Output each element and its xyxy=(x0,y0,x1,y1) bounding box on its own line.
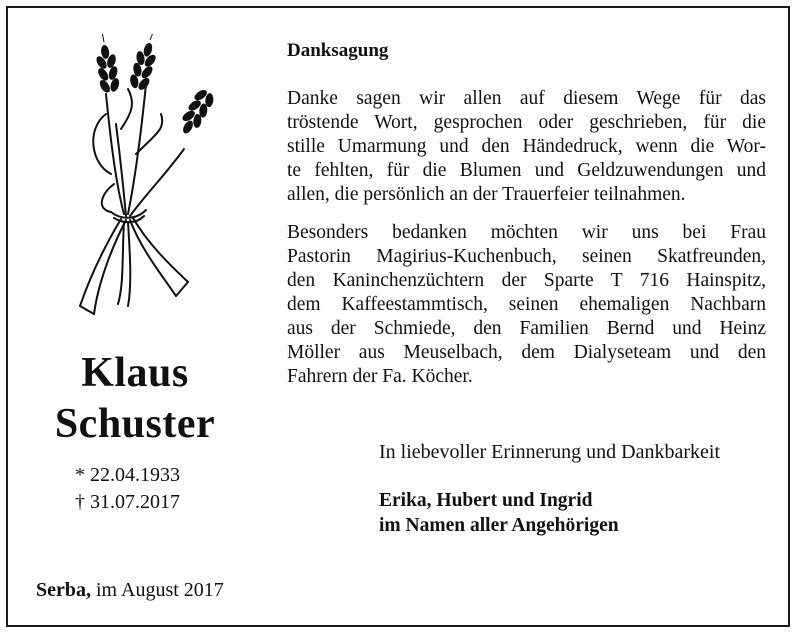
paragraph-line: tröstende Wort, gesprochen oder geschrieben, für die xyxy=(287,112,766,133)
thanks-paragraph-2 xyxy=(287,221,766,389)
thanks-paragraph-1 xyxy=(287,87,766,207)
month-year: im August 2017 xyxy=(91,579,224,601)
deceased-first-name: Klaus xyxy=(81,350,189,396)
paragraph-line: den Kaninchenzüchtern der Sparte T 716 Hainspitz, xyxy=(287,270,766,291)
paragraph-line: stille Umarmung und den Händedruck, wenn die Wor- xyxy=(287,136,766,157)
paragraph-line: aus der Schmiede, den Familien Bernd und Heinz xyxy=(287,318,766,339)
paragraph-line: dem Kaffeestammtisch, seinen ehemaligen Nachbarn xyxy=(287,294,766,315)
signature-names: Erika, Hubert und Ingrid xyxy=(379,490,593,511)
deceased-last-name: Schuster xyxy=(54,401,216,447)
place-name: Serba, xyxy=(36,579,91,601)
wheat-bundle-icon xyxy=(66,34,216,324)
death-date: † 31.07.2017 xyxy=(75,491,180,513)
paragraph-line: Pastorin Magirius-Kuchenbuch, seinen Skatfreunden, xyxy=(287,246,766,267)
signature-relatives: im Namen aller Angehörigen xyxy=(379,515,619,536)
paragraph-line: te fehlten, für die Blumen und Geldzuwendungen und xyxy=(287,160,766,181)
paragraph-line: allen, die persönlich an der Trauerfeier teilnahmen. xyxy=(287,184,686,205)
paragraph-line: Fahrern der Fa. Köcher. xyxy=(287,366,473,387)
paragraph-line: Möller aus Meuselbach, dem Dialyseteam und den xyxy=(287,342,766,363)
paragraph-line: Danke sagen wir allen auf diesem Wege für das xyxy=(287,88,766,109)
paragraph-line: Besonders bedanken möchten wir uns bei Frau xyxy=(287,222,766,243)
birth-date: * 22.04.1933 xyxy=(75,464,180,486)
place-date-line xyxy=(36,578,224,602)
closing-line: In liebevoller Erinnerung und Dankbarkeit xyxy=(379,441,720,463)
notice-heading: Danksagung xyxy=(287,40,389,61)
